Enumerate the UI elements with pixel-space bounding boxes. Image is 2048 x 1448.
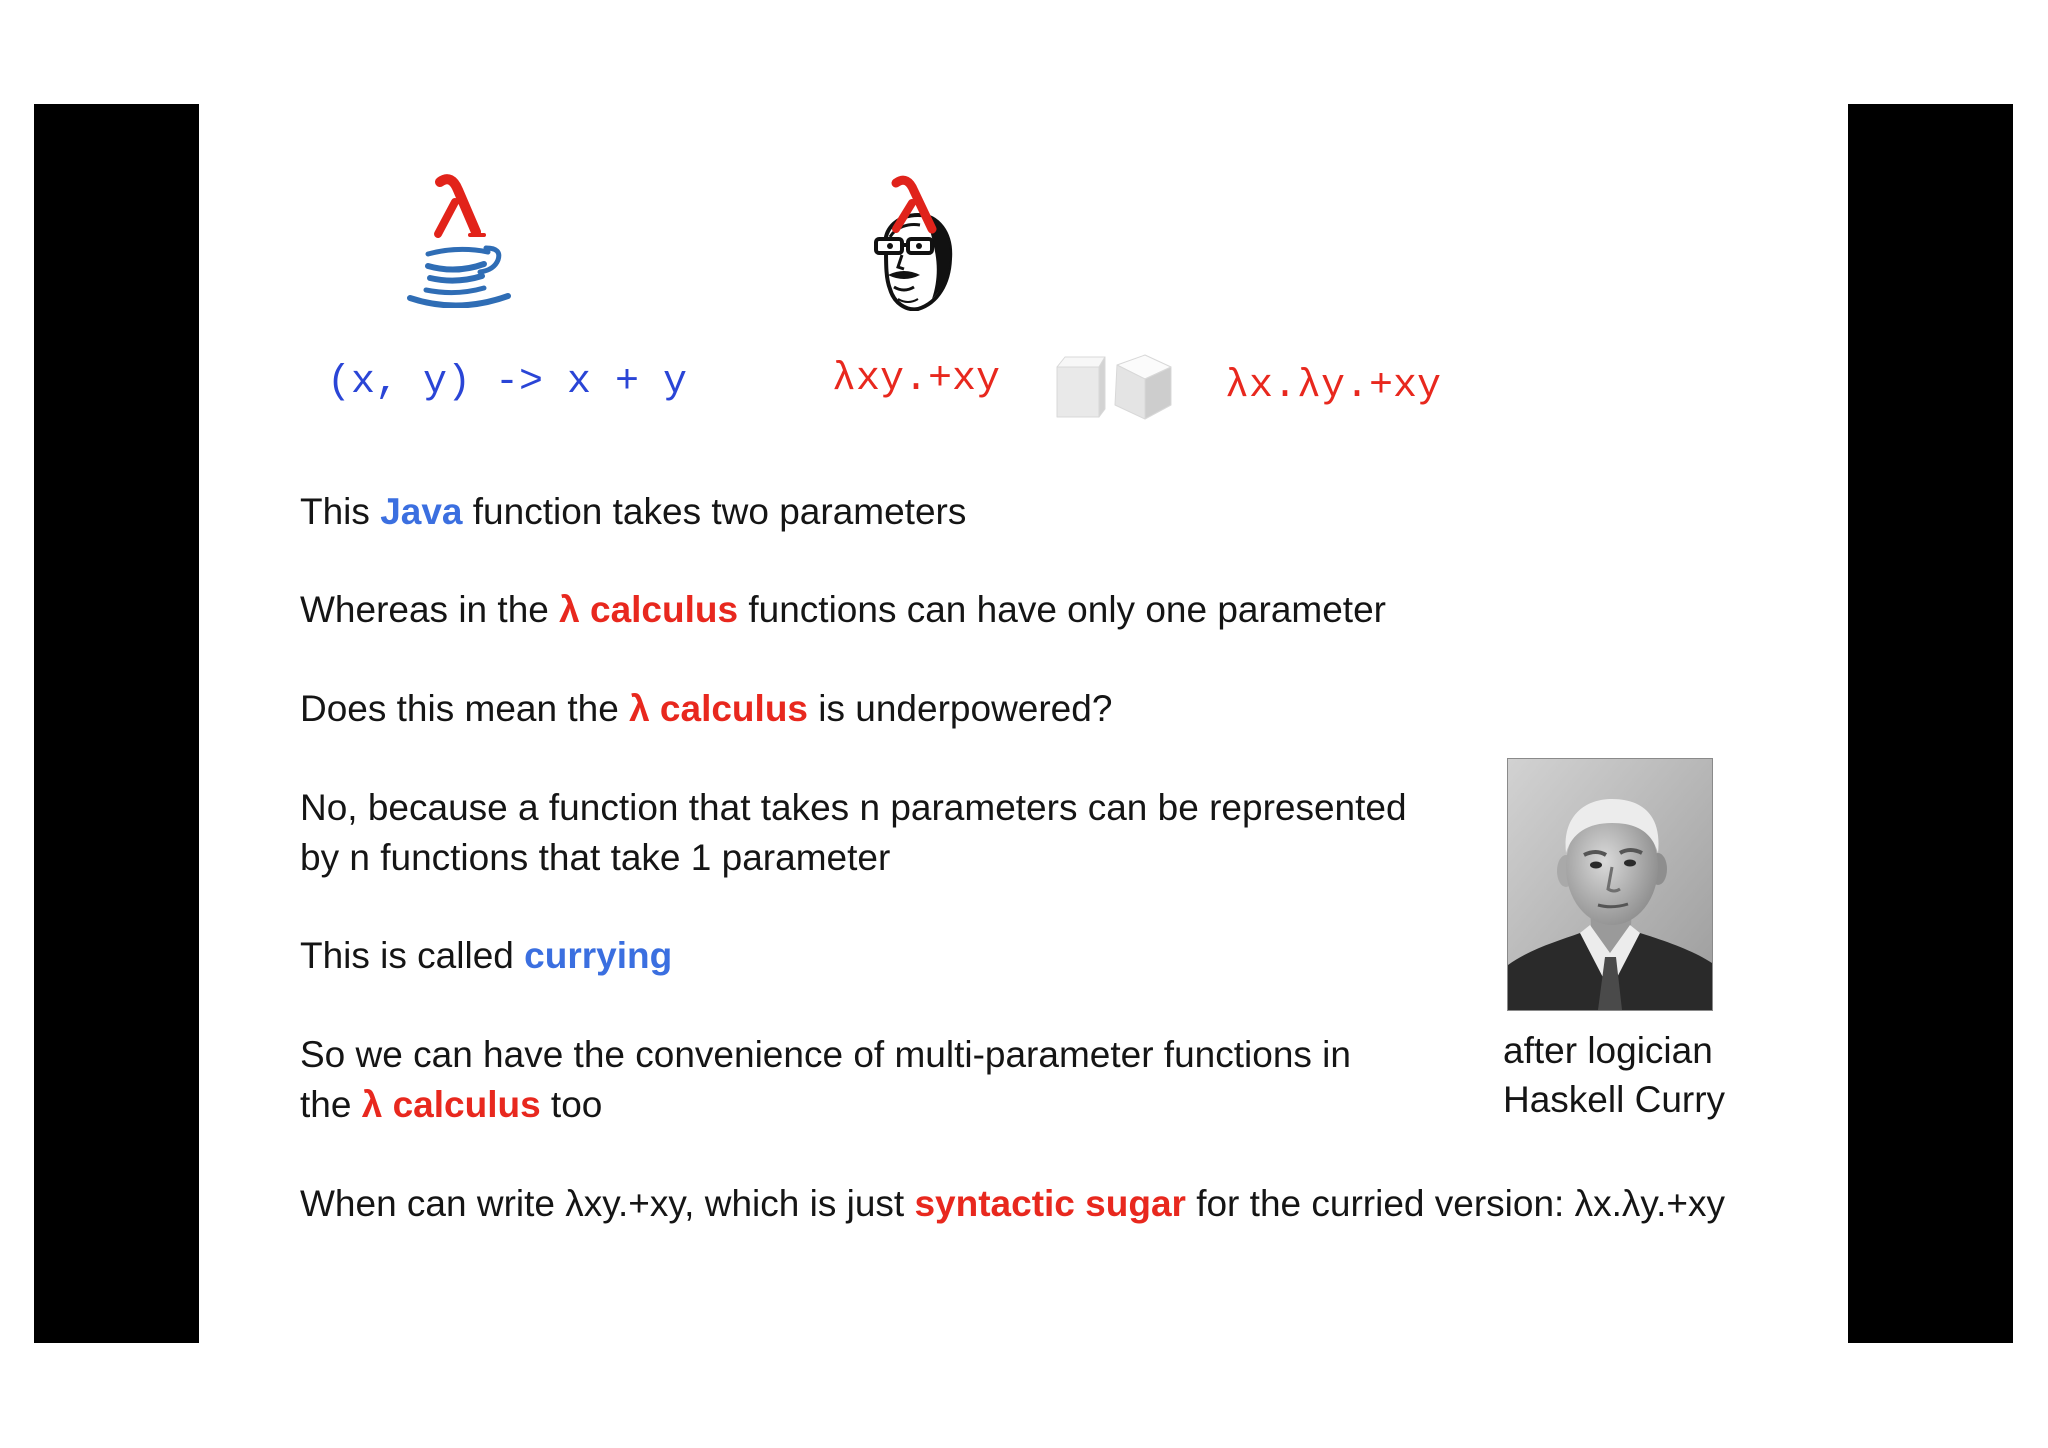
lambda-multi-param-expression: λxy.+xy [832,357,1001,402]
currying-keyword: currying [524,935,673,976]
paragraph-lambda-one-parameter [300,585,1386,635]
java-lambda-expression: (x, y) -> x + y [327,360,688,405]
text-segment: functions can have only one parameter [738,589,1386,630]
text-segment: This [300,491,381,532]
paragraph-convenience-line-1: So we can have the convenience of multi-parameter functions in [300,1034,1351,1075]
paragraph-currying [300,931,672,981]
paragraph-n-parameters-line-1: No, because a function that takes n parameters can be represented [300,787,1407,828]
letterbox-right [1848,104,2013,1343]
text-segment: This is called [300,935,525,976]
paragraph-convenience-line-2 [300,1080,602,1130]
text-segment: too [540,1084,603,1125]
lambda-head-logo-icon [872,175,953,311]
text-segment: When can write λxy.+xy, which is just [300,1183,915,1224]
syntactic-sugar-keyword: syntactic sugar [914,1183,1186,1224]
java-keyword: Java [380,491,463,532]
caption-line-2: Haskell Curry [1503,1079,1726,1120]
paragraph-n-parameters-line-2: by n functions that take 1 parameter [300,837,891,878]
text-segment: Does this mean the [300,688,630,729]
java-lambda-logo-icon [398,174,520,308]
text-segment: the [300,1084,362,1125]
haskell-curry-portrait [1508,759,1712,1010]
paragraph-java-parameters [300,487,966,537]
lambda-calculus-keyword: λ calculus [559,589,739,630]
caption-line-1: after logician [1503,1030,1713,1071]
text-segment: Whereas in the [300,589,560,630]
letterbox-left [34,104,199,1343]
portrait-caption [1503,1026,1725,1124]
sugar-cubes-icon [1055,353,1173,420]
paragraph-underpowered-question [300,684,1112,734]
lambda-calculus-keyword: λ calculus [629,688,808,729]
paragraph-syntactic-sugar [300,1179,1725,1229]
text-segment: is underpowered? [808,688,1113,729]
lambda-calculus-keyword: λ calculus [361,1084,541,1125]
text-segment: function takes two parameters [462,491,967,532]
text-segment: for the curried version: λx.λy.+xy [1185,1183,1726,1224]
lambda-curried-expression: λx.λy.+xy [1225,364,1442,409]
